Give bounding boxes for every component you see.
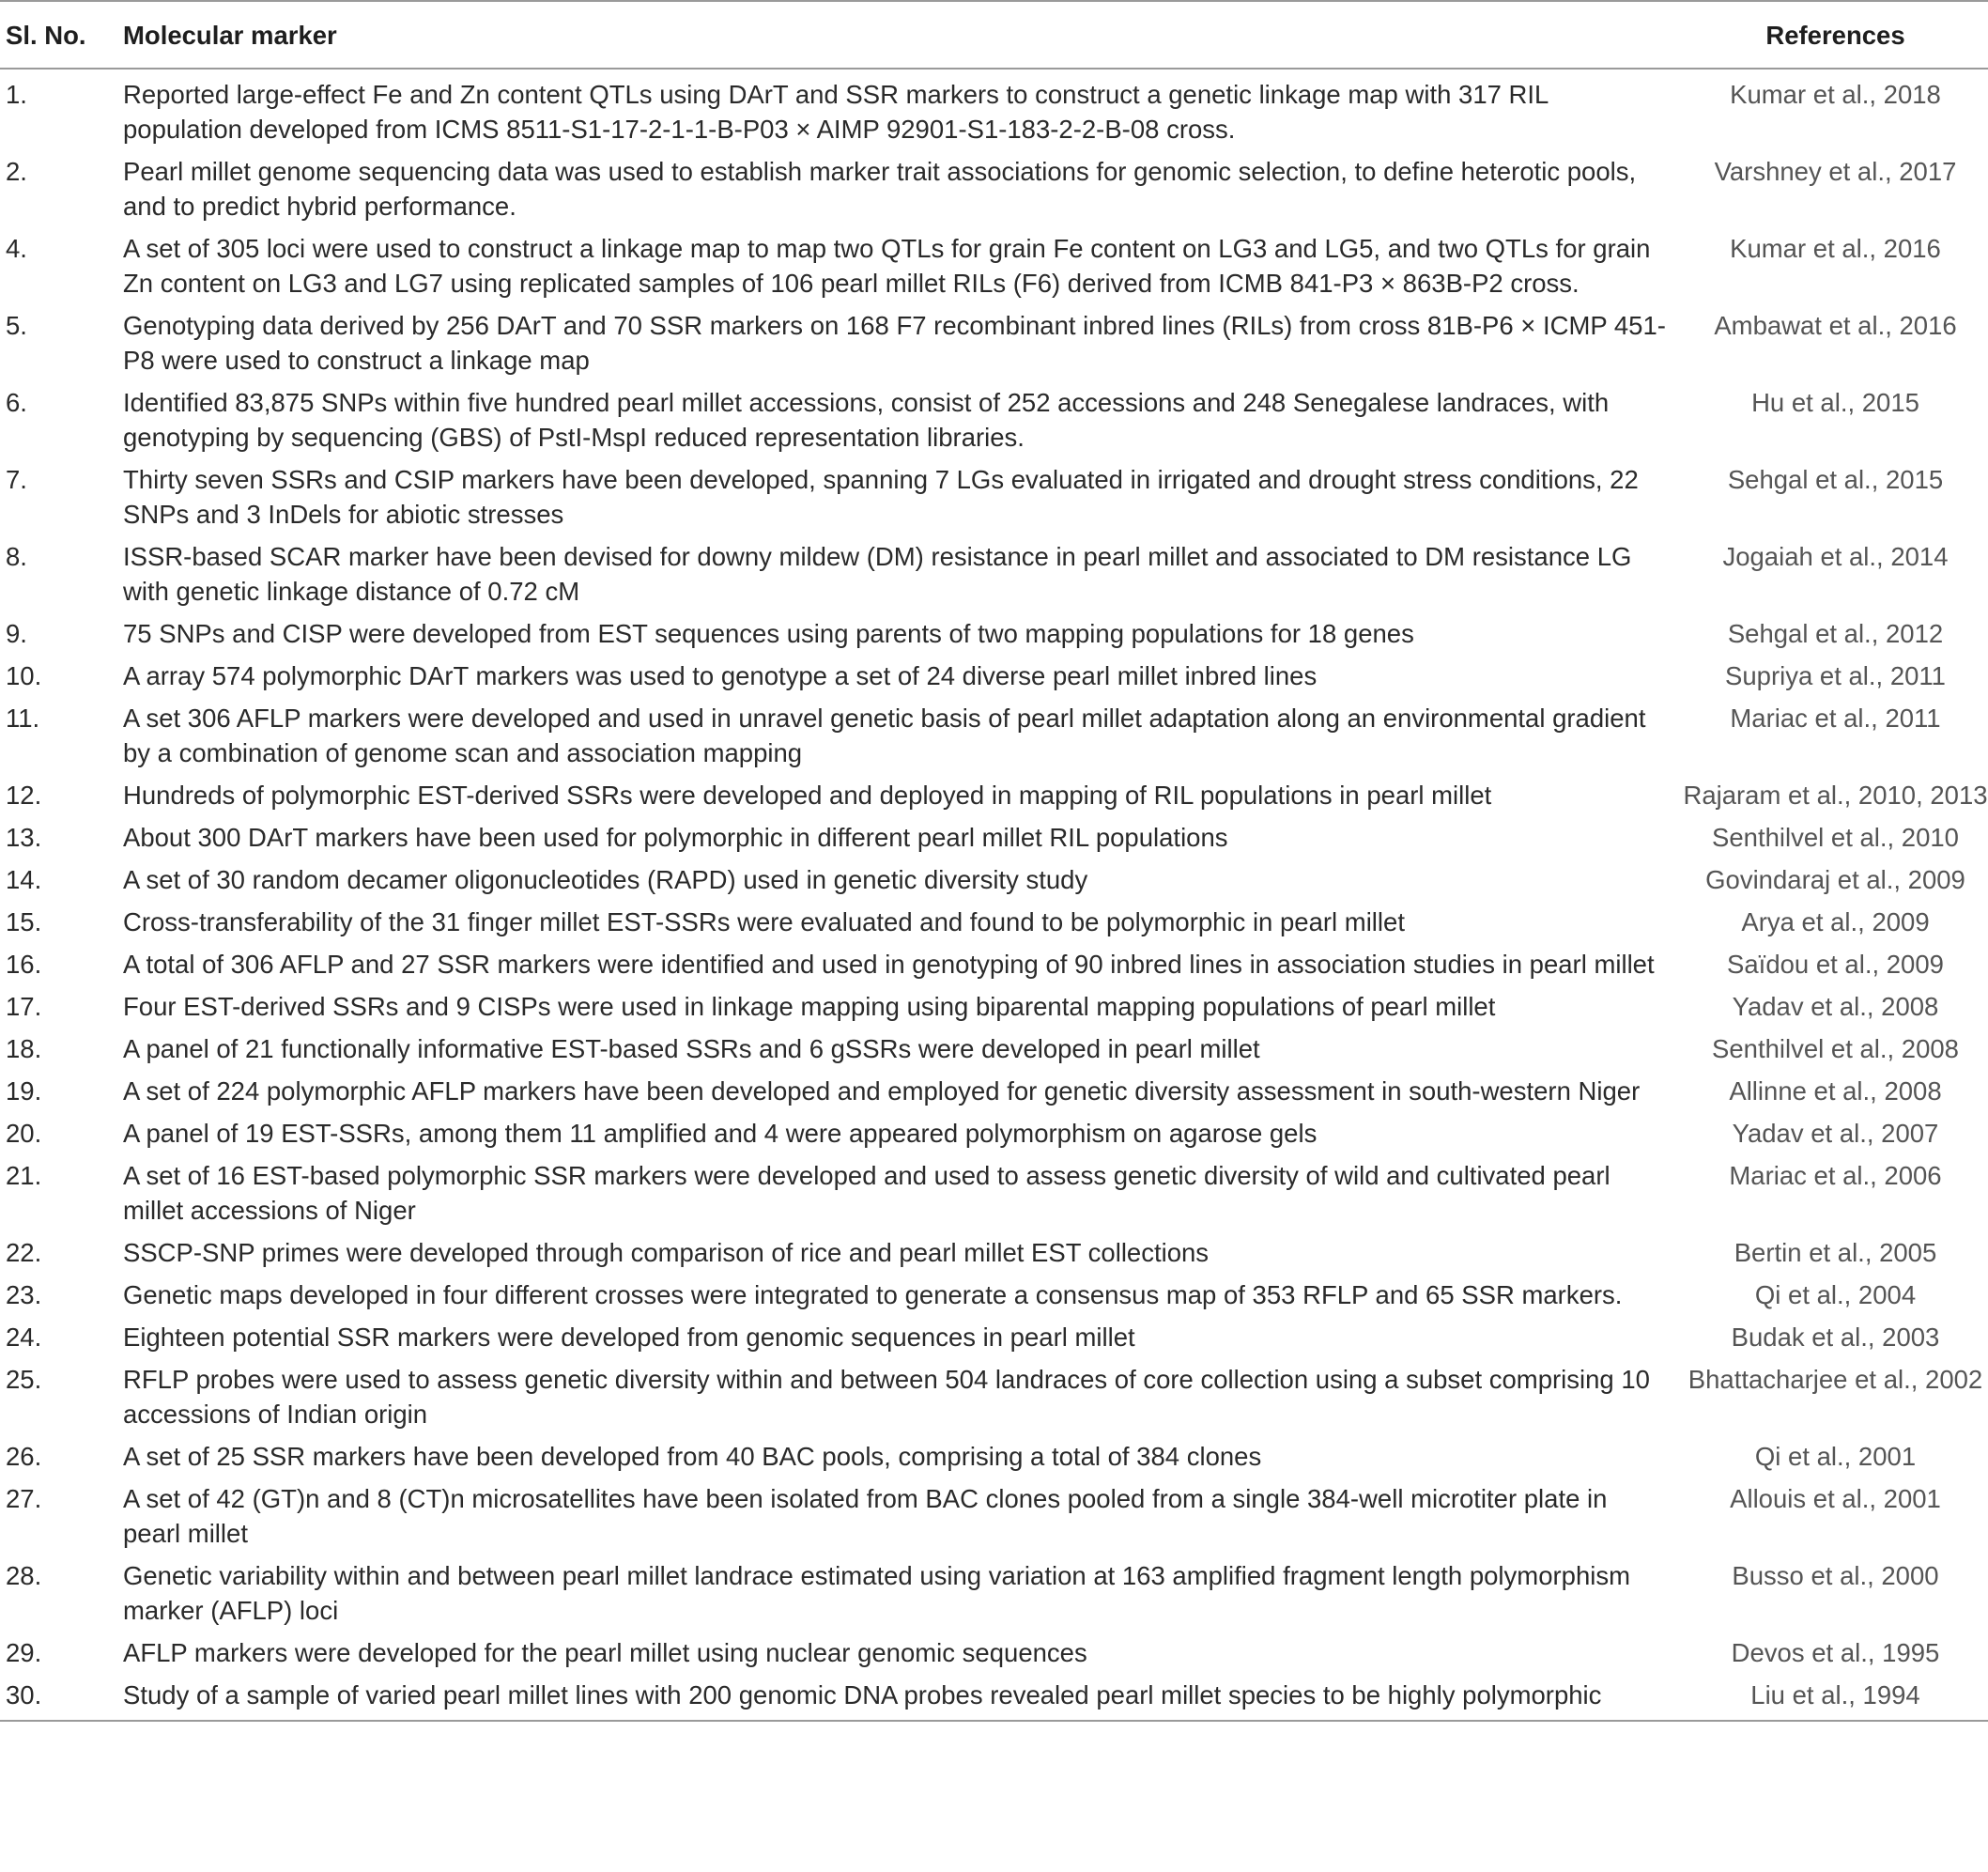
row-description: A set of 25 SSR markers have been developed from 40 BAC pools, comprising a total of 384 clones bbox=[123, 1442, 1262, 1471]
row-sl-no: 7. bbox=[6, 465, 27, 494]
row-description: Pearl millet genome sequencing data was used to establish marker trait associations for genomic selection, to define heterotic pools, and to predict hybrid performance. bbox=[123, 157, 1637, 221]
row-reference: Varshney et al., 2017 bbox=[1714, 157, 1957, 186]
row-reference: Arya et al., 2009 bbox=[1741, 907, 1930, 936]
row-sl-no: 20. bbox=[6, 1119, 42, 1148]
row-reference: Jogaiah et al., 2014 bbox=[1722, 542, 1949, 571]
row-description: SSCP-SNP primes were developed through comparison of rice and pearl millet EST collections bbox=[123, 1238, 1210, 1267]
row-sl-no: 21. bbox=[6, 1161, 42, 1190]
table-row bbox=[0, 1231, 1988, 1274]
table-row bbox=[0, 697, 1988, 774]
table-body bbox=[0, 69, 1988, 1721]
table-row bbox=[0, 1154, 1988, 1231]
table-row bbox=[0, 943, 1988, 985]
table-row bbox=[0, 612, 1988, 655]
row-sl-no: 29. bbox=[6, 1638, 42, 1667]
row-sl-no: 13. bbox=[6, 823, 42, 852]
row-description: A array 574 polymorphic DArT markers was used to genotype a set of 24 diverse pearl millet inbred lines bbox=[123, 661, 1318, 690]
table-row bbox=[0, 535, 1988, 612]
row-description: A panel of 21 functionally informative EST-based SSRs and 6 gSSRs were developed in pearl millet bbox=[123, 1034, 1260, 1063]
row-sl-no: 12. bbox=[6, 781, 42, 810]
row-reference: Devos et al., 1995 bbox=[1731, 1638, 1940, 1667]
row-description: Eighteen potential SSR markers were developed from genomic sequences in pearl millet bbox=[123, 1323, 1135, 1352]
row-sl-no: 22. bbox=[6, 1238, 42, 1267]
row-description: A panel of 19 EST-SSRs, among them 11 amplified and 4 were appeared polymorphism on agarose gels bbox=[123, 1119, 1318, 1148]
row-sl-no: 27. bbox=[6, 1484, 42, 1513]
row-reference: Busso et al., 2000 bbox=[1732, 1561, 1939, 1590]
row-sl-no: 15. bbox=[6, 907, 42, 936]
row-description: Thirty seven SSRs and CSIP markers have been developed, spanning 7 LGs evaluated in irrigated and drought stress conditions, 22 SNPs and 3 InDels for abiotic stresses bbox=[123, 465, 1639, 529]
table-row bbox=[0, 774, 1988, 816]
row-reference: Supriya et al., 2011 bbox=[1725, 661, 1946, 690]
table-row bbox=[0, 1316, 1988, 1358]
header-molecular-marker: Molecular marker bbox=[123, 1, 1683, 69]
row-sl-no: 18. bbox=[6, 1034, 42, 1063]
row-sl-no: 30. bbox=[0, 1674, 123, 1721]
row-description: A set of 305 loci were used to construct a linkage map to map two QTLs for grain Fe content on LG3 and LG5, and two QTLs for grain Zn content on LG3 and LG7 using replicated samples of 106 pearl millet RILs (F6) derived from ICMB 841-P3 × 863B-P2 cross. bbox=[123, 234, 1651, 298]
row-sl-no: 25. bbox=[6, 1365, 42, 1394]
row-reference: Allinne et al., 2008 bbox=[1729, 1076, 1942, 1106]
row-reference: Sehgal et al., 2012 bbox=[1727, 619, 1944, 648]
row-sl-no: 16. bbox=[6, 950, 42, 979]
row-description: A set of 42 (GT)n and 8 (CT)n microsatellites have been isolated from BAC clones pooled from a single 384-well microtiter plate in pearl millet bbox=[123, 1484, 1608, 1548]
row-reference: Qi et al., 2001 bbox=[1754, 1442, 1917, 1471]
row-description: Study of a sample of varied pearl millet lines with 200 genomic DNA probes revealed pearl millet species to be highly polymorphic bbox=[123, 1674, 1683, 1721]
table-row bbox=[0, 985, 1988, 1028]
table-row bbox=[0, 1358, 1988, 1435]
table-row bbox=[0, 1477, 1988, 1555]
header-sl-no: Sl. No. bbox=[0, 1, 123, 69]
row-reference: Hu et al., 2015 bbox=[1751, 388, 1919, 417]
row-reference: Rajaram et al., 2010, 2013 bbox=[1683, 781, 1988, 810]
table-row bbox=[0, 1632, 1988, 1674]
table-row bbox=[0, 901, 1988, 943]
row-reference: Saïdou et al., 2009 bbox=[1727, 950, 1944, 979]
row-sl-no: 9. bbox=[6, 619, 27, 648]
row-description: Identified 83,875 SNPs within five hundred pearl millet accessions, consist of 252 accessions and 248 Senegalese landraces, with genotyping by sequencing (GBS) of PstI-MspI reduced representation libraries. bbox=[123, 388, 1610, 452]
row-reference: Yadav et al., 2007 bbox=[1732, 1119, 1939, 1148]
row-sl-no: 19. bbox=[6, 1076, 42, 1106]
row-description: Genetic maps developed in four different crosses were integrated to generate a consensus map of 353 RFLP and 65 SSR markers. bbox=[123, 1280, 1623, 1309]
row-reference: Senthilvel et al., 2008 bbox=[1712, 1034, 1959, 1063]
row-description: Reported large-effect Fe and Zn content QTLs using DArT and SSR markers to construct a genetic linkage map with 317 RIL population developed from ICMS 8511-S1-17-2-1-1-B-P03 × AIMP 92901-S1-183-2-2-B-08 cross. bbox=[123, 80, 1549, 144]
table-row bbox=[0, 150, 1988, 227]
row-description: ISSR-based SCAR marker have been devised for downy mildew (DM) resistance in pearl millet and associated to DM resistance LG with genetic linkage distance of 0.72 cM bbox=[123, 542, 1632, 606]
table-row bbox=[0, 458, 1988, 535]
row-reference: Kumar et al., 2016 bbox=[1730, 234, 1941, 263]
table-row bbox=[0, 1435, 1988, 1477]
table-row bbox=[0, 1028, 1988, 1070]
row-description: About 300 DArT markers have been used for polymorphic in different pearl millet RIL populations bbox=[123, 823, 1228, 852]
row-sl-no: 28. bbox=[6, 1561, 42, 1590]
row-description: Hundreds of polymorphic EST-derived SSRs were developed and deployed in mapping of RIL populations in pearl millet bbox=[123, 781, 1492, 810]
table-row bbox=[0, 1674, 1988, 1721]
row-reference: Kumar et al., 2018 bbox=[1730, 80, 1941, 109]
row-reference: Allouis et al., 2001 bbox=[1730, 1484, 1941, 1513]
table-row bbox=[0, 1555, 1988, 1632]
row-description: A set of 30 random decamer oligonucleotides (RAPD) used in genetic diversity study bbox=[123, 865, 1088, 894]
row-sl-no: 4. bbox=[6, 234, 27, 263]
row-description: A total of 306 AFLP and 27 SSR markers were identified and used in genotyping of 90 inbred lines in association studies in pearl millet bbox=[123, 950, 1655, 979]
table-row bbox=[0, 1274, 1988, 1316]
row-reference: Qi et al., 2004 bbox=[1754, 1280, 1917, 1309]
table-row bbox=[0, 655, 1988, 697]
row-description: Genetic variability within and between pearl millet landrace estimated using variation at 163 amplified fragment length polymorphism marker (AFLP) loci bbox=[123, 1561, 1631, 1625]
row-reference: Mariac et al., 2006 bbox=[1729, 1161, 1942, 1190]
row-reference: Liu et al., 1994 bbox=[1683, 1674, 1988, 1721]
table-row bbox=[0, 816, 1988, 859]
row-sl-no: 14. bbox=[6, 865, 42, 894]
table-row bbox=[0, 381, 1988, 458]
row-reference: Bhattacharjee et al., 2002 bbox=[1687, 1365, 1983, 1394]
row-reference: Senthilvel et al., 2010 bbox=[1712, 823, 1959, 852]
row-description: Four EST-derived SSRs and 9 CISPs were used in linkage mapping using biparental mapping populations of pearl millet bbox=[123, 992, 1496, 1021]
row-reference: Yadav et al., 2008 bbox=[1732, 992, 1939, 1021]
row-sl-no: 1. bbox=[6, 80, 27, 109]
row-description: 75 SNPs and CISP were developed from EST sequences using parents of two mapping populations for 18 genes bbox=[123, 619, 1414, 648]
table-row bbox=[0, 227, 1988, 304]
row-sl-no: 8. bbox=[6, 542, 27, 571]
table-row bbox=[0, 859, 1988, 901]
row-description: Genotyping data derived by 256 DArT and 70 SSR markers on 168 F7 recombinant inbred lines (RILs) from cross 81B-P6 × ICMP 451-P8 were used to construct a linkage map bbox=[123, 311, 1666, 375]
row-reference: Ambawat et al., 2016 bbox=[1714, 311, 1957, 340]
table-row bbox=[0, 304, 1988, 381]
row-sl-no: 5. bbox=[6, 311, 27, 340]
row-description: RFLP probes were used to assess genetic diversity within and between 504 landraces of core collection using a subset comprising 10 accessions of Indian origin bbox=[123, 1365, 1650, 1429]
table-row bbox=[0, 69, 1988, 150]
row-reference: Budak et al., 2003 bbox=[1731, 1323, 1940, 1352]
table-row bbox=[0, 1112, 1988, 1154]
row-reference: Mariac et al., 2011 bbox=[1730, 704, 1941, 733]
row-sl-no: 2. bbox=[6, 157, 27, 186]
row-description: Cross-transferability of the 31 finger millet EST-SSRs were evaluated and found to be polymorphic in pearl millet bbox=[123, 907, 1405, 936]
row-sl-no: 10. bbox=[6, 661, 42, 690]
row-reference: Sehgal et al., 2015 bbox=[1727, 465, 1944, 494]
row-description: A set 306 AFLP markers were developed and used in unravel genetic basis of pearl millet adaptation along an environmental gradient by a combination of genome scan and association mapping bbox=[123, 704, 1646, 767]
row-sl-no: 23. bbox=[6, 1280, 42, 1309]
header-row bbox=[0, 1, 1988, 69]
header-references: References bbox=[1683, 1, 1988, 69]
row-description: A set of 224 polymorphic AFLP markers have been developed and employed for genetic diversity assessment in south-western Niger bbox=[123, 1076, 1641, 1106]
row-sl-no: 6. bbox=[6, 388, 27, 417]
row-reference: Govindaraj et al., 2009 bbox=[1705, 865, 1965, 894]
row-reference: Bertin et al., 2005 bbox=[1734, 1238, 1937, 1267]
table-row bbox=[0, 1070, 1988, 1112]
row-description: AFLP markers were developed for the pearl millet using nuclear genomic sequences bbox=[123, 1638, 1087, 1667]
row-description: A set of 16 EST-based polymorphic SSR markers were developed and used to assess genetic diversity of wild and cultivated pearl millet accessions of Niger bbox=[123, 1161, 1610, 1225]
row-sl-no: 26. bbox=[6, 1442, 42, 1471]
row-sl-no: 24. bbox=[6, 1323, 42, 1352]
row-sl-no: 17. bbox=[6, 992, 42, 1021]
row-sl-no: 11. bbox=[6, 704, 40, 733]
